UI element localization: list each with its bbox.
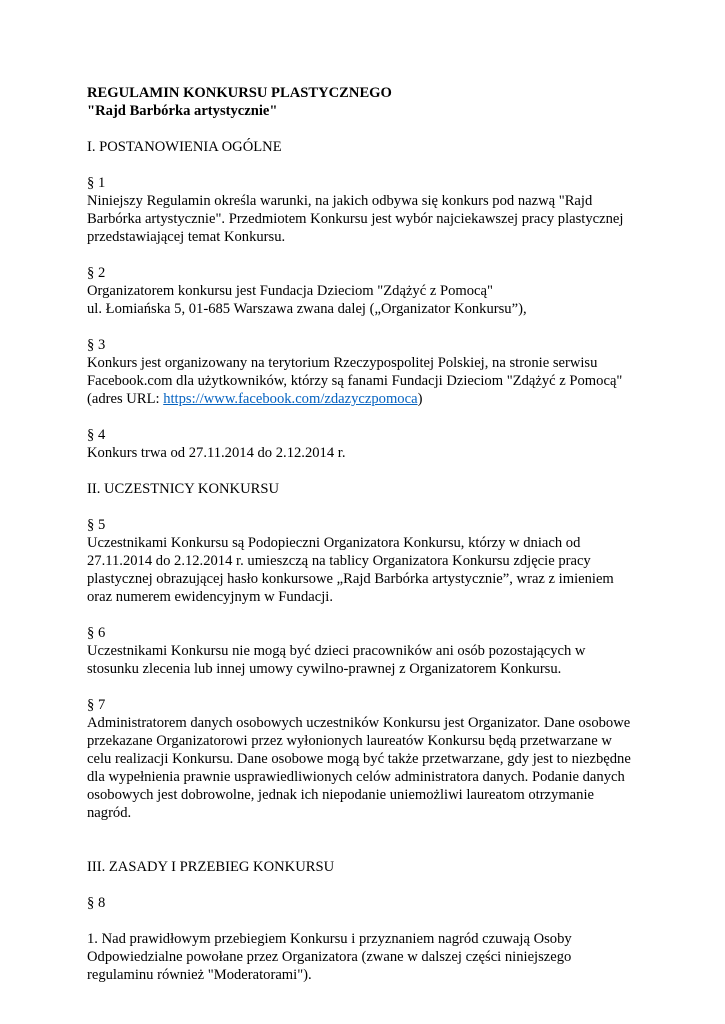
paragraph-2-line: ul. Łomiańska 5, 01-685 Warszawa zwana dalej („Organizator Konkursu”),: [87, 301, 527, 317]
paragraph-5-line: 27.11.2014 do 2.12.2014 r. umieszczą na tablicy Organizatora Konkursu zdjęcie pracy: [87, 553, 591, 569]
section-heading-rules: III. ZASADY I PRZEBIEG KONKURSU: [87, 859, 335, 875]
paragraph-7-line: przekazane Organizatorowi przez wyłonionych laureatów Konkursu będą przetwarzane w: [87, 733, 612, 749]
paragraph-5-line: Uczestnikami Konkursu są Podopieczni Organizatora Konkursu, którzy w dniach od: [87, 535, 581, 551]
paragraph-4-line: Konkurs trwa od 27.11.2014 do 2.12.2014 r.: [87, 445, 346, 461]
paragraph-3-line-url: [87, 390, 687, 408]
paragraph-2-line: Organizatorem konkursu jest Fundacja Dzieciom "Zdążyć z Pomocą": [87, 283, 493, 299]
paragraph-number-6: § 6: [87, 625, 106, 641]
document-title-line2: "Rajd Barbórka artystycznie": [87, 103, 278, 119]
paragraph-7-line: nagród.: [87, 805, 132, 821]
paragraph-7-line: celu realizacji Konkursu. Dane osobowe mogą być także przetwarzane, gdy jest to niezbędne: [87, 751, 631, 767]
paragraph-number-7: § 7: [87, 697, 106, 713]
document-page: [87, 84, 687, 984]
paragraph-1-line: przedstawiającej temat Konkursu.: [87, 229, 286, 245]
paragraph-number-2: § 2: [87, 265, 106, 281]
document-title-line1: REGULAMIN KONKURSU PLASTYCZNEGO: [87, 85, 392, 101]
paragraph-1-line: Niniejszy Regulamin określa warunki, na jakich odbywa się konkurs pod nazwą "Rajd: [87, 193, 593, 209]
section-heading-general: I. POSTANOWIENIA OGÓLNE: [87, 139, 282, 155]
paragraph-6-line: Uczestnikami Konkursu nie mogą być dzieci pracowników ani osób pozostających w: [87, 643, 586, 659]
paragraph-number-8: § 8: [87, 895, 106, 911]
paragraph-number-4: § 4: [87, 427, 106, 443]
paragraph-3-line: Facebook.com dla użytkowników, którzy są fanami Fundacji Dzieciom "Zdążyć z Pomocą": [87, 373, 623, 389]
paragraph-8-line: 1. Nad prawidłowym przebiegiem Konkursu i przyznaniem nagród czuwają Osoby: [87, 931, 572, 947]
paragraph-8-line: Odpowiedzialne powołane przez Organizatora (zwane w dalszej części niniejszego: [87, 949, 572, 965]
paragraph-number-1: § 1: [87, 175, 106, 191]
paragraph-7-line: osobowych jest dobrowolne, jednak ich niepodanie uniemożliwi laureatom otrzymanie: [87, 787, 594, 803]
paragraph-7-line: Administratorem danych osobowych uczestników Konkursu jest Organizator. Dane osobowe: [87, 715, 631, 731]
paragraph-number-3: § 3: [87, 337, 106, 353]
url-prefix: (adres URL:: [87, 391, 164, 407]
section-heading-participants: II. UCZESTNICY KONKURSU: [87, 481, 280, 497]
paragraph-3-line: Konkurs jest organizowany na terytorium Rzeczypospolitej Polskiej, na stronie serwisu: [87, 355, 598, 371]
paragraph-8-line: regulaminu również "Moderatorami").: [87, 967, 312, 983]
url-suffix: ): [417, 391, 423, 407]
paragraph-6-line: stosunku zlecenia lub innej umowy cywilno-prawnej z Organizatorem Konkursu.: [87, 661, 562, 677]
paragraph-number-5: § 5: [87, 517, 106, 533]
facebook-link[interactable]: https://www.facebook.com/zdazyczpomoca: [163, 391, 418, 407]
paragraph-1-line: Barbórka artystycznie". Przedmiotem Konkursu jest wybór najciekawszej pracy plastycznej: [87, 211, 624, 227]
paragraph-5-line: oraz numerem ewidencyjnym w Fundacji.: [87, 589, 333, 605]
paragraph-5-line: plastycznej obrazującej hasło konkursowe „Rajd Barbórka artystycznie”, wraz z imieniem: [87, 571, 614, 587]
paragraph-7-line: dla wypełnienia prawnie usprawiedliwionych celów administratora danych. Podanie danych: [87, 769, 625, 785]
